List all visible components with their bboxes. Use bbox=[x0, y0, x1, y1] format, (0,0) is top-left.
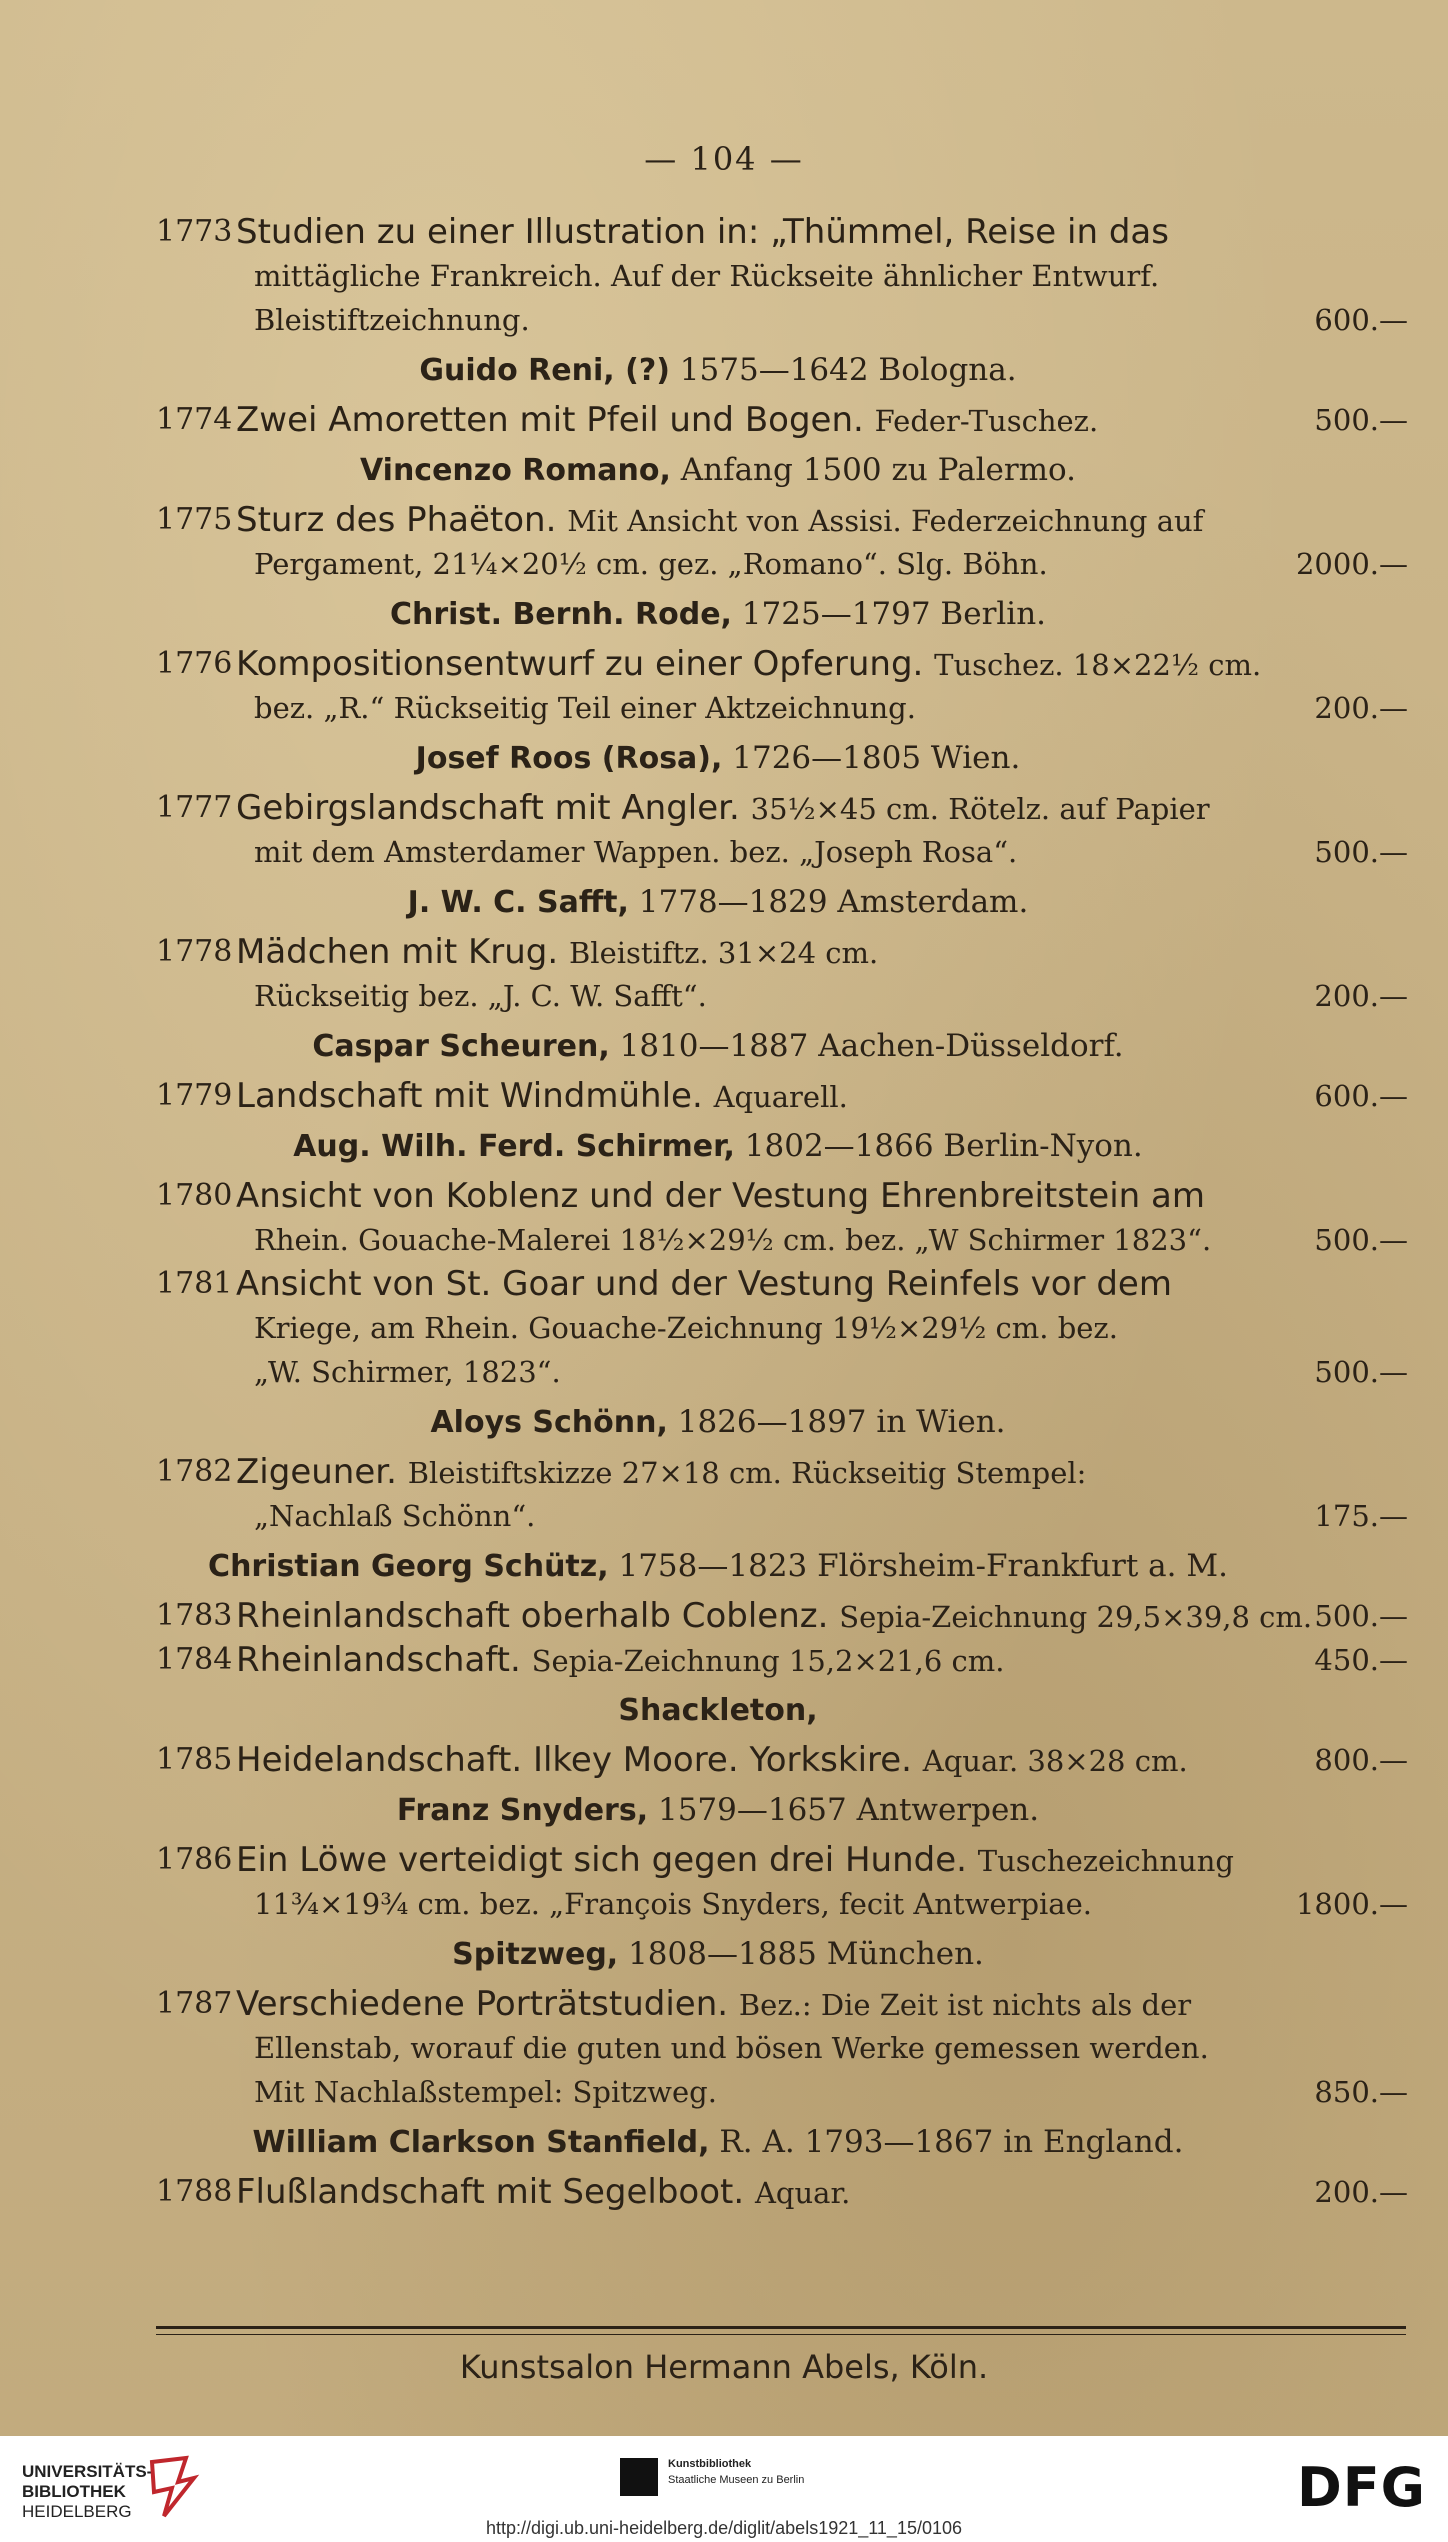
lot-description: Feder-Tuschez. bbox=[874, 404, 1099, 438]
lot-description: Tuschezeichnung bbox=[977, 1844, 1234, 1878]
lot-price: 500.— bbox=[1314, 1599, 1408, 1633]
lot-number: 1774 bbox=[156, 402, 233, 437]
artist-dates: 1808—1885 München. bbox=[628, 1936, 984, 1972]
lot-title-text: Rheinlandschaft oberhalb Coblenz. bbox=[236, 1596, 829, 1636]
catalog-entry bbox=[0, 1074, 1448, 1118]
permalink-url[interactable]: http://digi.ub.uni-heidelberg.de/diglit/abels1921_11_15/0106 bbox=[485, 2518, 963, 2538]
lot-price: 2000.— bbox=[1295, 547, 1408, 581]
artist-name: Christian Georg Schütz, bbox=[208, 1549, 609, 1584]
artist-heading bbox=[148, 1018, 1288, 1074]
lot-number: 1781 bbox=[156, 1266, 233, 1301]
lot-price: 200.— bbox=[1314, 2175, 1408, 2209]
lot-description: 35½×45 cm. Rötelz. auf Papier bbox=[750, 792, 1210, 826]
catalog-entry bbox=[0, 210, 1448, 342]
lot-title-text: Mädchen mit Krug. bbox=[236, 932, 559, 972]
viewer-footer-bar bbox=[0, 2436, 1448, 2542]
lot-title-text: Sturz des Phaëton. bbox=[236, 500, 557, 540]
lot-price: 1800.— bbox=[1295, 1887, 1408, 1921]
lot-description-line: bez. „R.“ Rückseitig Teil einer Aktzeichnung. bbox=[254, 691, 916, 725]
lot-title bbox=[236, 2170, 850, 2215]
entry-line bbox=[0, 254, 1448, 298]
artist-heading bbox=[148, 442, 1288, 498]
entry-line bbox=[0, 1882, 1448, 1926]
artist-name: Franz Snyders, bbox=[396, 1793, 649, 1828]
catalog-entry bbox=[0, 1638, 1448, 1682]
lot-title bbox=[236, 1074, 848, 1119]
lot-number: 1783 bbox=[156, 1598, 233, 1633]
lot-title bbox=[236, 398, 1098, 443]
lot-number: 1788 bbox=[156, 2174, 233, 2209]
artist-dates: 1725—1797 Berlin. bbox=[741, 596, 1047, 632]
artist-heading bbox=[148, 1538, 1288, 1594]
artist-heading bbox=[148, 342, 1288, 398]
kunstbibliothek-icon bbox=[620, 2458, 658, 2496]
lot-number: 1786 bbox=[156, 1842, 233, 1877]
entry-line bbox=[0, 1174, 1448, 1218]
catalog-entry bbox=[0, 1450, 1448, 1538]
artist-heading bbox=[148, 1926, 1288, 1982]
lot-title-text: Gebirgslandschaft mit Angler. bbox=[236, 788, 740, 828]
artist-heading bbox=[148, 1682, 1288, 1738]
entry-line bbox=[0, 1450, 1448, 1494]
entry-line bbox=[0, 542, 1448, 586]
lot-title bbox=[236, 1450, 1086, 1495]
lot-title bbox=[236, 1838, 1234, 1883]
catalog-entry bbox=[0, 1838, 1448, 1926]
lot-title-text: Heidelandschaft. Ilkey Moore. Yorkskire. bbox=[236, 1740, 912, 1780]
lot-description: Mit Ansicht von Assisi. Federzeichnung auf bbox=[567, 504, 1204, 538]
lot-number: 1782 bbox=[156, 1454, 233, 1489]
lot-description-line: mittägliche Frankreich. Auf der Rückseite ähnlicher Entwurf. bbox=[254, 259, 1160, 293]
ub-logo-icon bbox=[148, 2454, 200, 2520]
lot-price: 200.— bbox=[1314, 691, 1408, 725]
catalog-entry bbox=[0, 398, 1448, 442]
lot-number: 1778 bbox=[156, 934, 233, 969]
artist-heading bbox=[148, 2114, 1288, 2170]
lot-description: Bleistiftz. 31×24 cm. bbox=[569, 936, 879, 970]
artist-name: Aug. Wilh. Ferd. Schirmer, bbox=[293, 1129, 735, 1164]
entry-line bbox=[0, 974, 1448, 1018]
artist-name: Caspar Scheuren, bbox=[312, 1029, 610, 1064]
lot-title-text: Studien zu einer Illustration in: „Thümmel, Reise in das bbox=[236, 212, 1169, 252]
lot-title bbox=[236, 498, 1203, 543]
entry-line bbox=[0, 2170, 1448, 2214]
artist-heading bbox=[148, 1782, 1288, 1838]
publisher-footer: Kunstsalon Hermann Abels, Köln. bbox=[459, 2348, 989, 2386]
ub-logo-line2: BIBLIOTHEK bbox=[22, 2482, 126, 2501]
entry-line bbox=[0, 1494, 1448, 1538]
lot-price: 175.— bbox=[1314, 1499, 1408, 1533]
artist-dates: R. A. 1793—1867 in England. bbox=[719, 2124, 1184, 2160]
entry-line bbox=[0, 210, 1448, 254]
lot-title bbox=[236, 1174, 1205, 1218]
catalog-entry bbox=[0, 1174, 1448, 1262]
artist-dates: 1575—1642 Bologna. bbox=[679, 352, 1017, 388]
entry-line bbox=[0, 642, 1448, 686]
lot-title-text: Ansicht von St. Goar und der Vestung Reinfels vor dem bbox=[236, 1264, 1172, 1304]
artist-dates: 1826—1897 in Wien. bbox=[677, 1404, 1006, 1440]
artist-heading bbox=[148, 1394, 1288, 1450]
artist-heading bbox=[148, 1118, 1288, 1174]
lot-price: 600.— bbox=[1314, 303, 1408, 337]
lot-title bbox=[236, 1594, 1312, 1639]
entry-line bbox=[0, 1218, 1448, 1262]
entry-line bbox=[0, 1306, 1448, 1350]
artist-heading bbox=[148, 586, 1288, 642]
lot-title bbox=[236, 210, 1169, 254]
artist-name: Christ. Bernh. Rode, bbox=[389, 597, 732, 632]
artist-name: Vincenzo Romano, bbox=[359, 453, 671, 488]
entry-line bbox=[0, 1594, 1448, 1638]
artist-dates: 1579—1657 Antwerpen. bbox=[657, 1792, 1040, 1828]
ub-heidelberg-logo[interactable] bbox=[22, 2462, 152, 2522]
catalog-entry bbox=[0, 642, 1448, 730]
artist-dates: 1726—1805 Wien. bbox=[732, 740, 1021, 776]
lot-description: Tuschez. 18×22½ cm. bbox=[934, 648, 1262, 682]
lot-title-text: Landschaft mit Windmühle. bbox=[236, 1076, 703, 1116]
lot-price: 500.— bbox=[1314, 835, 1408, 869]
lot-title bbox=[236, 1262, 1172, 1306]
entry-line bbox=[0, 786, 1448, 830]
artist-name: Josef Roos (Rosa), bbox=[415, 741, 723, 776]
artist-heading bbox=[148, 874, 1288, 930]
lot-description: Aquar. bbox=[754, 2176, 851, 2210]
lot-title bbox=[236, 1738, 1188, 1783]
ub-logo-line3: HEIDELBERG bbox=[22, 2502, 132, 2521]
lot-price: 450.— bbox=[1314, 1643, 1408, 1677]
lot-title bbox=[236, 930, 878, 975]
lot-description-line: Kriege, am Rhein. Gouache-Zeichnung 19½×29½ cm. bez. bbox=[254, 1311, 1118, 1345]
artist-name: Aloys Schönn, bbox=[430, 1405, 668, 1440]
kb-line1: Kunstbibliothek bbox=[668, 2458, 752, 2470]
artist-dates: 1778—1829 Amsterdam. bbox=[638, 884, 1029, 920]
artist-dates: 1758—1823 Flörsheim-Frankfurt a. M. bbox=[618, 1548, 1228, 1584]
lot-description-line: 11¾×19¾ cm. bez. „François Snyders, fecit Antwerpiae. bbox=[254, 1887, 1092, 1921]
artist-dates: 1810—1887 Aachen-Düsseldorf. bbox=[619, 1028, 1124, 1064]
lot-description-line: „W. Schirmer, 1823“. bbox=[254, 1355, 561, 1389]
lot-number: 1784 bbox=[156, 1642, 233, 1677]
lot-price: 500.— bbox=[1314, 1223, 1408, 1257]
lot-description: Bez.: Die Zeit ist nichts als der bbox=[738, 1988, 1192, 2022]
artist-heading bbox=[148, 730, 1288, 786]
lot-description-line: Rückseitig bez. „J. C. W. Safft“. bbox=[254, 979, 707, 1013]
entry-line bbox=[0, 1350, 1448, 1394]
entry-line bbox=[0, 830, 1448, 874]
entry-line bbox=[0, 398, 1448, 442]
entry-line bbox=[0, 1738, 1448, 1782]
artist-name: William Clarkson Stanfield, bbox=[252, 2125, 710, 2160]
catalog-entry bbox=[0, 2170, 1448, 2214]
lot-title-text: Kompositionsentwurf zu einer Opferung. bbox=[236, 644, 924, 684]
lot-title-text: Zwei Amoretten mit Pfeil und Bogen. bbox=[236, 400, 864, 440]
lot-description-line: Ellenstab, worauf die guten und bösen Werke gemessen werden. bbox=[254, 2031, 1209, 2065]
lot-title bbox=[236, 642, 1261, 687]
lot-description: Aquar. 38×28 cm. bbox=[922, 1744, 1188, 1778]
lot-price: 850.— bbox=[1314, 2075, 1408, 2109]
lot-title bbox=[236, 786, 1210, 831]
lot-description-line: Bleistiftzeichnung. bbox=[254, 303, 530, 337]
kb-line2: Staatliche Museen zu Berlin bbox=[668, 2474, 805, 2486]
lot-number: 1787 bbox=[156, 1986, 233, 2021]
lot-price: 200.— bbox=[1314, 979, 1408, 1013]
artist-dates: 1802—1866 Berlin-Nyon. bbox=[744, 1128, 1143, 1164]
dfg-logo[interactable]: DFG bbox=[1296, 2456, 1426, 2519]
lot-price: 800.— bbox=[1314, 1743, 1408, 1777]
lot-title bbox=[236, 1982, 1191, 2027]
lot-description-line: Rhein. Gouache-Malerei 18½×29½ cm. bez. „W Schirmer 1823“. bbox=[254, 1223, 1212, 1257]
footer-rule-thin bbox=[156, 2334, 1406, 2335]
catalog-entry bbox=[0, 1982, 1448, 2114]
entry-line bbox=[0, 930, 1448, 974]
catalog-entry bbox=[0, 1262, 1448, 1394]
entry-line bbox=[0, 2026, 1448, 2070]
lot-description: Sepia-Zeichnung 15,2×21,6 cm. bbox=[531, 1644, 1005, 1678]
entry-line bbox=[0, 498, 1448, 542]
catalog-list bbox=[0, 210, 1448, 2214]
artist-dates: Anfang 1500 zu Palermo. bbox=[680, 452, 1077, 488]
catalog-entry bbox=[0, 786, 1448, 874]
artist-name: J. W. C. Safft, bbox=[407, 885, 629, 920]
lot-title-text: Verschiedene Porträtstudien. bbox=[236, 1984, 729, 2024]
lot-price: 600.— bbox=[1314, 1079, 1408, 1113]
lot-title-text: Zigeuner. bbox=[236, 1452, 397, 1492]
catalog-entry bbox=[0, 1594, 1448, 1638]
lot-description: Sepia-Zeichnung 29,5×39,8 cm. bbox=[839, 1600, 1313, 1634]
lot-number: 1776 bbox=[156, 646, 233, 681]
entry-line bbox=[0, 298, 1448, 342]
lot-description-line: mit dem Amsterdamer Wappen. bez. „Joseph Rosa“. bbox=[254, 835, 1018, 869]
entry-line bbox=[0, 1262, 1448, 1306]
lot-description-line: Pergament, 21¼×20½ cm. gez. „Romano“. Slg. Böhn. bbox=[254, 547, 1048, 581]
lot-number: 1777 bbox=[156, 790, 233, 825]
page-number: — 104 — bbox=[644, 140, 804, 178]
entry-line bbox=[0, 686, 1448, 730]
lot-price: 500.— bbox=[1314, 1355, 1408, 1389]
ub-logo-line1: UNIVERSITÄTS- bbox=[22, 2462, 153, 2481]
catalog-entry bbox=[0, 1738, 1448, 1782]
entry-line bbox=[0, 1982, 1448, 2026]
lot-number: 1779 bbox=[156, 1078, 233, 1113]
artist-name: Spitzweg, bbox=[452, 1937, 619, 1972]
lot-description: Bleistiftskizze 27×18 cm. Rückseitig Stempel: bbox=[407, 1456, 1087, 1490]
entry-line bbox=[0, 1838, 1448, 1882]
lot-number: 1785 bbox=[156, 1742, 233, 1777]
lot-number: 1780 bbox=[156, 1178, 233, 1213]
entry-line bbox=[0, 2070, 1448, 2114]
lot-title bbox=[236, 1638, 1005, 1683]
catalog-entry bbox=[0, 498, 1448, 586]
lot-number: 1775 bbox=[156, 502, 233, 537]
artist-name: Shackleton, bbox=[618, 1693, 818, 1728]
catalog-entry bbox=[0, 930, 1448, 1018]
lot-description-line: Mit Nachlaßstempel: Spitzweg. bbox=[254, 2075, 717, 2109]
lot-title-text: Ansicht von Koblenz und der Vestung Ehrenbreitstein am bbox=[236, 1176, 1205, 1216]
lot-number: 1773 bbox=[156, 214, 233, 249]
lot-description: Aquarell. bbox=[713, 1080, 848, 1114]
lot-title-text: Flußlandschaft mit Segelboot. bbox=[236, 2172, 745, 2212]
lot-title-text: Rheinlandschaft. bbox=[236, 1640, 521, 1680]
lot-title-text: Ein Löwe verteidigt sich gegen drei Hunde. bbox=[236, 1840, 967, 1880]
entry-line bbox=[0, 1638, 1448, 1682]
lot-description-line: „Nachlaß Schönn“. bbox=[254, 1499, 536, 1533]
artist-name: Guido Reni, (?) bbox=[419, 353, 670, 388]
footer-rule bbox=[156, 2326, 1406, 2329]
entry-line bbox=[0, 1074, 1448, 1118]
lot-price: 500.— bbox=[1314, 403, 1408, 437]
